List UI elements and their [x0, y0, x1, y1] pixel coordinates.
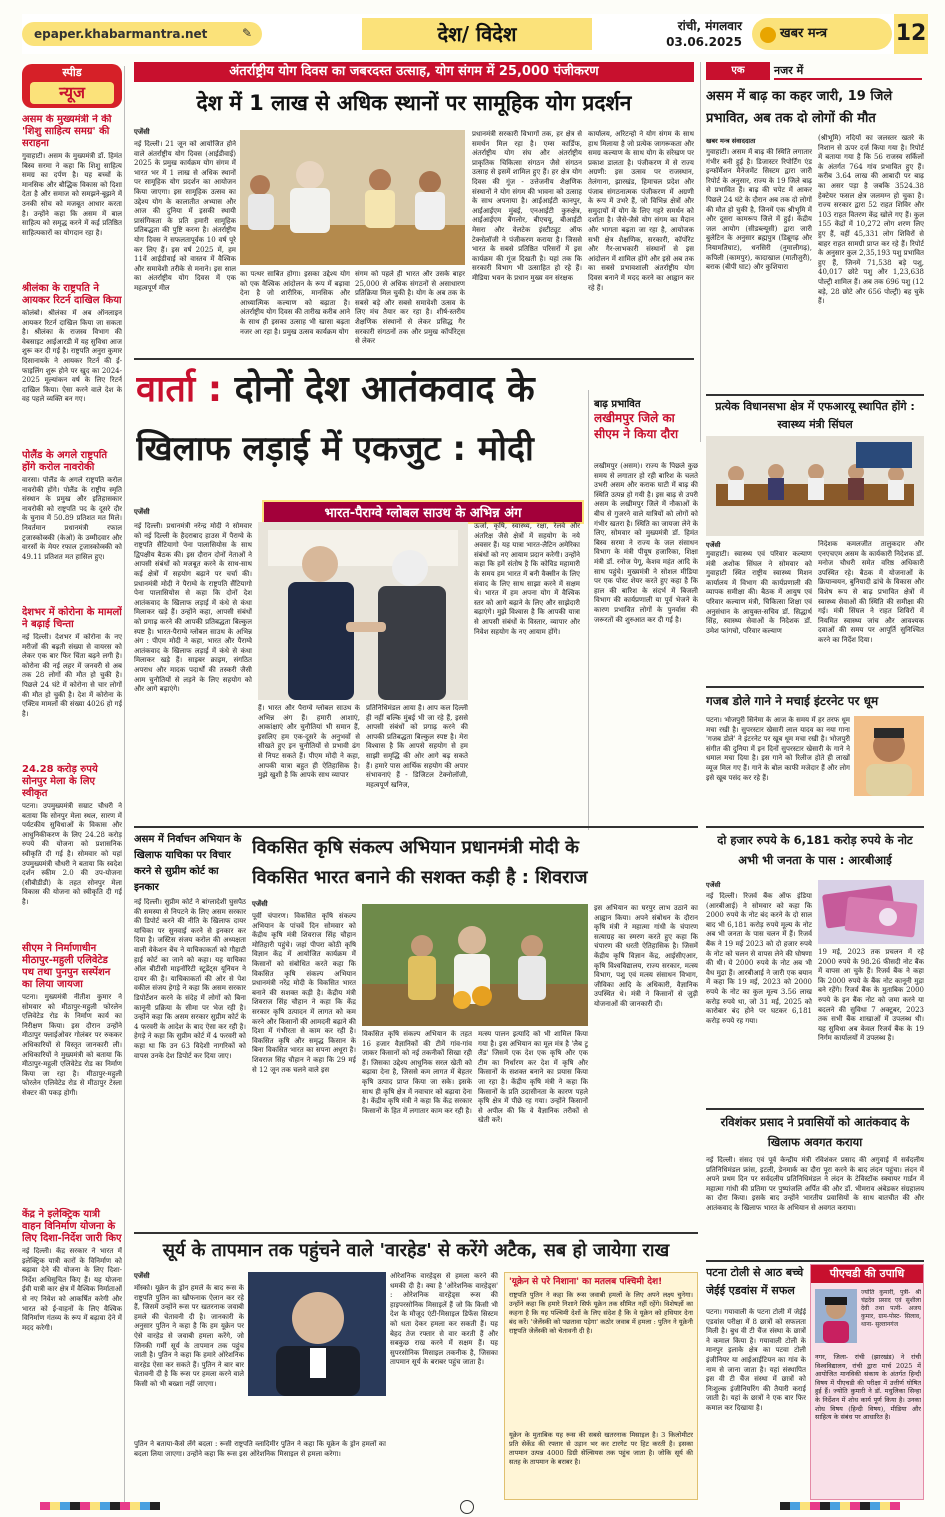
song-text: पटना। भोजपुरी सिनेमा के आज के समय में हर तरफ धूम मचा रखी है। सुपरस्टार खेसारी लाल यादव का नया गाना 'गजब डोले' ने इंटरनेट पर खूब धूम मचा रखी है। भोजपुरी संगीत की दुनिया में इन दिनों सुपरस्टार खेसारी के गाने ने धमाल मचा दिया है। इस गाने को रिलीज होते ही लाखों व्यूज मिल गए हैं। गाने के बोल काफी मजेदार हैं और लोग इसे खूब पसंद कर रहे हैं।	[706, 716, 850, 782]
news-text: वारसा। पोलैंड के अगले राष्ट्रपति करोल नावरोकी होंगे। पोलैंड के राष्ट्रीय स्मृति संस्थान के प्रमुख और इतिहासकार नावरोकी को राष्ट्रपति पद के दूसरे दौर के चुनाव में 50.89 प्रतिशत मत मिले। निवर्तमान प्रधानमंत्री रफाल ट्रजास्कोव्स्की (केओ) के उम्मीदवार और वारसॉ के मेयर रफाल ट्रजास्कोव्स्की को 49.11 प्रतिशत मत हासिल हुए।	[22, 476, 122, 561]
pdi-photo	[815, 1289, 857, 1343]
flood-agency: खबर मन्त्र संवाददाता	[706, 137, 756, 145]
city: रांची, मंगलवार	[677, 19, 742, 33]
modi-headline-l2: खिलाफ लड़ाई में एकजुट : मोदी	[136, 429, 534, 469]
news-headline: केंद्र ने इलेक्ट्रिक यात्री वाहन विनिर्माण योजना के लिए दिशा-निर्देश जारी किए	[22, 1209, 122, 1244]
shivraj-col4: इस अभियान का घरपुर लाभ उठाने का आह्वान किया। अपने संबोधन के दौरान कृषि मंत्री ने महात्मा गांधी के चंपारण सत्याग्रह का स्मरण करते हुए कहा कि चंपारण की धरती ऐतिहासिक है। जिसमें केंद्रीय कृषि विज्ञान केंद्र, आईसीएआर, कृषि विश्वविद्यालय, राज्य सरकार, मत्स्य विभाग, पशु एवं मत्स्य संसाधन विभाग, जीविका आदि के अधिकारी, वैज्ञानिक उपस्थित थे। मंत्री ने किसानों से जुड़ी योजनाओं की जानकारी दी।	[594, 904, 698, 1008]
cursor-icon: ✎	[242, 26, 253, 40]
yoga-col3: संगम को पहले ही भारत और उसके बाहर 25,000 से अधिक संगठनों से असाधारण प्रतिक्रिया मिल चुकी है। योग के अब तक के सबसे बड़े और सबसे समावेशी उत्सव के लिए मंच तैयार कर रहा है। शीर्ष-स्तरीय शैक्षणिक संस्थानों से लेकर प्रसिद्ध गैर सरकारी संगठनों तक और प्रमुख कॉर्पोरेट्स से लेकर	[355, 270, 465, 346]
flood-col2: (श्रीभूमि) नदियों का जलस्तर खतरे के निशान से ऊपर दर्ज किया गया है। रिपोर्ट में बताया गया है कि 56 राजस्व सर्किलों के अंतर्गत 764 गांव प्रभावित हुए हैं। करीब 3.64 लाख की आबादी पर बाढ़ का असर पड़ा है जबकि 3524.38 हेक्टेयर फसल क्षेत्र जलमग्न हो चुका है। राज्य सरकार द्वारा 52 राहत शिविर और 103 राहत वितरण केंद्र खोले गए हैं। कुल 155 केंद्रों में 10,272 लोग शरण लिए हुए हैं, वहीं 45,331 लोग शिविरों से बाहर राहत सामग्री प्राप्त कर रहे हैं। रिपोर्ट के अनुसार कुल 2,35,193 पशु प्रभावित हुए हैं, जिनमें 71,538 बड़े पशु, 40,017 छोटे पशु और 1,23,638 पोल्ट्री शामिल हैं। अब तक 696 पशु (12 बड़े, 28 छोटे और 656 पोल्ट्री) बह चुके हैं।	[818, 134, 924, 306]
footer-colorbar-right	[780, 1502, 900, 1510]
yoga-photo	[240, 130, 465, 265]
news-text: गुवाहाटी। असम के मुख्यमंत्री डॉ. हिमंत बिस्व सरमा ने कहा कि शिशु साहित्य समग्र का दर्पण है। यह बच्चों के मानसिक और बौद्धिक विकास को दिशा देता है और समाज को समझने-बूझने में उनकी सोच को मजबूत आधार करता है। उन्होंने कहा कि असम में बाल साहित्य को समृद्ध करने में कई प्रतिष्ठित साहित्यकारों का योगदान रहा है।	[22, 152, 122, 237]
registration-mark-icon	[460, 1500, 474, 1514]
putin-sidebox	[504, 1272, 698, 1500]
date: 03.06.2025	[666, 35, 742, 49]
putin-col3: यूक्रेन के मुताबिक यह रूस की सबसे खतरनाक मिसाइल है। 3 किलोमीटर प्रति सेकेंड की रफ्तार से उड़ान भर कर टारगेट पर हिट करती है। इसका तापमान उत्पन्न 4000 डिग्री सेल्सियस तक पहुंच जाता है। जोकि सूर्य की सतह के तापमान के बराबर है।	[509, 1431, 693, 1466]
rbi-col2: 19 मई, 2023 तक प्रचलन में रहे 2000 रुपये के 98.26 फीसदी नोट बैंक में वापस आ चुके हैं। रिजर्व बैंक ने कहा कि 2000 रुपये के बैंक नोट कानूनी मुद्रा बने रहेंगे। रिजर्व बैंक के मुताबिक 2000 रुपये के इन बैंक नोट को जमा करने या बदलने की सुविधा 7 अक्टूबर, 2023 तक सभी बैंक शाखाओं में उपलब्ध थी। यह सुविधा अब केवल रिजर्व बैंक के 19 निर्गम कार्यालयों में उपलब्ध है।	[818, 948, 924, 1043]
rbi-photo	[818, 880, 924, 944]
divider	[134, 826, 698, 828]
pdi-tag: पीएचडी की उपाधि	[811, 1265, 923, 1283]
putin-col1b: पुतिन ने बताया-कैसे लेंगे बदला : रूसी राष्ट्रपति व्लादिमीर पुतिन ने कहा कि यूक्रेन के ड्रोन हमलों का बदला लिया जाएगा। उन्होंने कहा कि रूस इस ओरेशनिक मिसाइल से हमला करेगा।	[134, 1440, 386, 1458]
sc-text: नई दिल्ली। सुप्रीम कोर्ट ने बांग्लादेशी घुसपैठ की समस्या से निपटने के लिए असम सरकार की डिपोर्ट करने की नीति के खिलाफ दायर याचिका पर सुनवाई करने से इनकार कर दिया है। जस्टिस संजय करोल की अध्यक्षता वाली वेकेशन बेंच ने याचिकाकर्ता को गौहाटी हाई कोर्ट का जाने को कहा। यह याचिका ऑल बीटीसी माइनॉरिटी स्टूडेंट्स यूनियन ने दायर की है। याचिकाकर्ता की ओर से पेश वकील संजय हेगड़े ने कहा कि असम सरकार डिपोर्टेशन करने के संदेह में लोगों को बिना कानूनी प्रक्रिया के सीमा पर भेज रही है। उन्होंने कहा कि असम सरकार सुप्रीम कोर्ट के 4 फरवरी के आदेश के बाद ऐसा कर रही है। हेगड़े ने कहा कि सुप्रीम कोर्ट में 4 फरवरी को कहा था कि उन 63 विदेशी नागरिकों को वापस उनके देश डिपोर्ट कर दिया जाए।	[134, 898, 246, 1060]
yoga-banner: अंतर्राष्ट्रीय योग दिवस का जबरदस्त उत्साह, योग संगम में 25,000 पंजीकरण	[134, 62, 694, 82]
list-item	[22, 450, 122, 601]
modi-headline-l1: दोनों देश आतंकवाद के	[234, 369, 535, 410]
list-item	[22, 283, 122, 444]
putin-agency: एजेंसी	[134, 1272, 150, 1280]
list-item	[22, 607, 122, 758]
section-title: देश/ विदेश	[362, 18, 592, 50]
putin-photo	[248, 1272, 386, 1396]
modi-kicker: वार्ता :	[136, 369, 223, 410]
pdi-box	[810, 1264, 924, 1500]
news-text: कोलंबो। श्रीलंका में अब ऑनलाइन आयकर रिटर्न दाखिल किया जा सकता है। श्रीलंका के राजस्व विभाग की वेबसाइट आईआरडी में यह सुविधा आज शुरू कर दी गई है। राष्ट्रपति अनुरा कुमार दिसानायके ने आयकर रिटर्न की ई-फाइलिंग शुरू होने पर खुद का 2024-2025 मूल्यांकन वर्ष के लिए रिटर्न दाखिल किया। ऐसा करने वाले देश के वह पहले व्यक्ति बन गए।	[22, 309, 122, 404]
fru-photo	[706, 436, 924, 536]
shivraj-agency: एजेंसी	[252, 900, 268, 908]
sc-headline: असम में निर्वाचन अभियान के खिलाफ याचिका पर विचार करने से सुप्रीम कोर्ट का इनकार	[134, 834, 242, 893]
speed-news-badge	[22, 64, 122, 108]
sidebox-title: 'यूक्रेन से परे निशाना' का मतलब पश्चिमी देश!	[509, 1277, 663, 1287]
rbi-col1: नई दिल्ली। रिजर्व बैंक ऑफ इंडिया (आरबीआई) ने सोमवार को कहा कि 2000 रुपये के नोट बंद करने के दो साल बाद भी 6,181 करोड़ रुपये मूल्य के नोट अब भी जनता के पास चलन में हैं। रिजर्व बैंक ने 19 मई 2023 को दो हजार रुपये के नोट को चलन से वापस लेने की घोषणा की थी। ये 2000 रुपये के नोट अब भी वैध मुद्रा हैं। आरबीआई ने जारी एक बयान में कहा कि 19 मई, 2023 को 2000 रुपये के नोट का कुल मूल्य 3.56 लाख करोड़ रुपये था, जो 31 मई, 2025 को कारोबार बंद होने पर घटकर 6,181 करोड़ रुपये रह गया।	[706, 892, 812, 1025]
news-headline: असम के मुख्यमंत्री ने की 'शिशु साहित्य समग्र' की सराहना	[22, 114, 112, 149]
yoga-col5: कार्यालय, अरिटन्हो ने योग संगम के साथ हाथ मिलाया है जो प्रत्येक जागरूकता और समग्र कल्याण के साथ योग के संरेखण पर प्रकाश डालता है। पंजीकरण में से राज्य अग्रणी: इस उत्सव पर राजस्थान, तेलंगाना, झारखंड, हिमाचल प्रदेश और पंजाब संगठनात्मक पंजीकरण में अग्रणी के रूप में उभरे हैं, जो विभिन्न क्षेत्रों और समुदायों में योग के लिए गहरे समर्थन को दर्शाता है। जैसे-जैसे योग संगम का मैदान और भागता बढ़ता जा रहा है, आयोजक सभी क्षेत्र शैक्षणिक, सरकारी, कॉर्पोरेट और गैर-लाभकारी संस्थानों से इस आंदोलन में शामिल होंगे और इसे अब तक का सबसे प्रभावशाली अंतर्राष्ट्रीय योग दिवस बनाने में मदद करने का आह्वान कर रहे हैं।	[588, 130, 694, 292]
divider	[134, 358, 694, 360]
news-headline: 24.28 करोड़ रुपये सोनपुर मेला के लिए स्वीकृत	[22, 764, 98, 799]
lakhimpur-kicker: बाढ़ प्रभावित	[594, 399, 641, 410]
shivraj-headline-l1: विकसित कृषि संकल्प अभियान प्रधानमंत्री मोदी के	[252, 837, 579, 858]
modi-photo	[258, 522, 468, 700]
news-headline: पोलैंड के अगले राष्ट्रपति होंगे करोल नावरोकी	[22, 450, 108, 473]
site-url[interactable]: epaper.khabarmantra.net	[22, 22, 262, 46]
list-item	[22, 764, 122, 937]
dateline	[602, 18, 742, 50]
divider	[706, 1108, 924, 1110]
sidebox-text: राष्ट्रपति पुतिन ने कहा कि रूस जवाबी हमलों के लिए अपने लक्ष्य चुनेगा। उन्होंने कहा कि हमारे निशाने सिर्फ यूक्रेन तक सीमित नहीं रहेंगे। विशेषज्ञों का कहना है कि यह पश्चिमी देशों के लिए संदेश है कि वे यूक्रेन को हथियार देना बंद करें। 'जेलेंस्की को पछतावा पड़ेगा' कठोर जवाब में हमला : पुतिन ने यूक्रेनी राष्ट्रपति जेलेंस्की को चेतावनी दी है।	[509, 1291, 693, 1335]
divider	[706, 394, 924, 396]
lakhimpur-headline: लखीमपुर जिले का सीएम ने किया दौरा	[594, 411, 679, 441]
masthead	[22, 14, 927, 54]
fru-agency: एजेंसी	[706, 541, 721, 549]
yoga-col1: नई दिल्ली। 21 जून को आयोजित होने वाले अंतर्राष्ट्रीय योग दिवस (आईडीवाई) 2025 के प्रमुख कार्यक्रम योग संगम में भारत भर में 1 लाख से अधिक स्थानों पर सामूहिक योग प्रदर्शन का आयोजन किया जाएगा। इस सामूहिक उत्सव का उद्देश्य योग के कालातीत अभ्यास और आज की दुनिया में इसकी स्थायी प्रासंगिकता के प्रति हमारी सामूहिक प्रतिबद्धता की पुष्टि करना है। अंतर्राष्ट्रीय योग दिवस ने सफलतापूर्वक 10 वर्ष पूरे कर लिए हैं। इस वर्ष 2025 में, हम 11वें आईडीवाई को वास्तव में वैश्विक और समावेशी तरीके से मनाने। इस साल का अंतर्राष्ट्रीय योग दिवस में एक महत्वपूर्ण मील	[134, 140, 236, 292]
shivraj-col1: पूर्वी चंपारण। विकसित कृषि संकल्प अभियान के पांचवें दिन सोमवार को केंद्रीय कृषि मंत्री शिवराज सिंह चौहान मोतिहारी पहुंचे। जहां पीपरा कोठी कृषि विज्ञान केंद्र में आयोजित कार्यक्रम में किसानों को संबोधित करते कहा कि विकसित कृषि संकल्प अभियान प्रधानमंत्री नरेंद्र मोदी के विकसित भारत बनाने की सशक्त कड़ी है। केंद्रीय मंत्री शिवराज सिंह चौहान ने कहा कि केंद्र सरकार कृषि उत्पादन में लागत को कम करने और किसानों की आमदनी बढ़ाने की दिशा में गंभीरता से काम कर रही है। विकसित कृषि और समृद्ध किसान के बिना विकसित भारत का सपना अधूरा है। शिवराज सिंह चौहान ने कहा कि 29 मई से 12 जून तक चलने वाले इस	[252, 912, 356, 1074]
fru-col2: निदेशक कमलजीत तालुकदार और एनएचएम असम के कार्यकारी निदेशक डॉ. मनोज चौधरी समेत वरिष्ठ अधिकारी उपस्थित रहे। बैठक में योजनाओं के क्रियान्वयन, बुनियादी ढांचे के विकास और विशेष रूप से बाढ़ प्रभावित क्षेत्रों में स्वास्थ्य सेवाओं की स्थिति की समीक्षा की गई। मंत्री सिंघल ने राहत शिविरों में नियमित स्वास्थ्य जांच और आवश्यक दवाओं की समय पर आपूर्ति सुनिश्चित करने का निर्देश दिया।	[818, 540, 924, 644]
list-item	[22, 943, 122, 1203]
fru-col1: गुवाहाटी। स्वास्थ्य एवं परिवार कल्याण मंत्री अशोक सिंघल ने सोमवार को गुवाहाटी स्थित राष्ट्रीय स्वास्थ्य मिशन कार्यालय में विभाग की कार्यप्रणाली की व्यापक समीक्षा की। बैठक में आयुष एवं परिवार कल्याण मंत्री, चिकित्सा शिक्षा एवं अनुसंधान के आयुक्त-सचिव डॉ. सिद्धार्थ सिंह, स्वास्थ्य सेवाओं के निदेशक डॉ. उमेश फांगचो, परिवार कल्याण	[706, 550, 812, 635]
divider	[706, 826, 924, 828]
speed-news-list	[22, 114, 122, 1499]
lakhimpur-text: लखीमपुर (असम)। राज्य के पिछले कुछ समय से लगातार हो रही बारिश के चलते उभरी असम और कराक घाटी में बाढ़ की स्थिति उत्पन्न हो गयी है। इस बाढ़ से उपरी असम के लखीमपुर जिले में नौकाओं के बीच से गुजरने वाले यात्रियों को लोगों को गंभीर खतरा है। स्थिति का जायजा लेने के लिए, सोमवार को मुख्यमंत्री डॉ. हिमंत बिस्व सरमा ने राज्य के जल संसाधन विभाग के मंत्री पीयूष हजारिका, शिक्षा मंत्री डॉ. रनोज पेगू, केशव महंत आदि के साथ पहुंचे। मुख्यमंत्री ने सोशल मीडिया पर एक पोस्ट शेयर करते हुए कहा है कि हाल की बारिश के संदर्भ में बिजली विभाग की कार्यप्रणाली या पूर्व भेजने के कारण प्रभावित लोगों के पुनर्वास की जरूरतों की शुरुआत कर दी गई है।	[594, 462, 698, 624]
list-item	[22, 114, 122, 277]
list-item	[22, 1209, 122, 1437]
ravi-headline: रविशंकर प्रसाद ने प्रवासियों को आतंकवाद के खिलाफ अवगत कराया	[720, 1115, 910, 1149]
shivraj-col2: विकसित कृषि संकल्प अभियान के तहत 16 हजार वैज्ञानिकों की टीमें गांव-गांव जाकर किसानों को नई तकनीकों सिखा रही हैं। जिसका उद्देश्य आधुनिक सरल खेती को बढ़ावा देना है, जिससे कम लागत में बेहतर कृषि उत्पाद प्राप्त किया जा सके। इसके साथ ही कृषि क्षेत्र में नवाचार को बढ़ावा देना है। केंद्रीय कृषि मंत्री ने कहा कि केंद्र सरकार किसानों के हित में लगातार काम कर रही है।	[362, 1030, 472, 1115]
divider	[588, 390, 589, 830]
yoga-headline: देश में 1 लाख से अधिक स्थानों पर सामूहिक योग प्रदर्शन	[196, 91, 632, 115]
song-photo	[854, 716, 924, 796]
patna-headline: पटना टोली से आठ बच्चे जेईई एडवांस में सफल	[706, 1266, 804, 1297]
song-headline: गजब डोले गाने ने मचाई इंटरनेट पर धूम	[706, 694, 879, 708]
footer-colorbar-left	[40, 1502, 160, 1510]
page-number: 12	[894, 14, 928, 54]
divider	[134, 1232, 698, 1234]
news-text: पटना। उपमुख्यमंत्री सम्राट चौधरी ने बताया कि सोनपुर मेला स्थल, सारण में पर्यटकीय सुविधाओं के विकास और आधुनिकीकरण के लिए 24.28 करोड़ रुपये की योजना को प्रशासनिक स्वीकृति दी गई है। सोमवार को यहां उपमुख्यमंत्री चौधरी ने बताया कि स्वदेश दर्शन स्कीम 2.0 की उप-योजना (सीबीडीडी) के तहत सोनपुर मेला विकास की योजना को स्वीकृति दी गई है।	[22, 802, 122, 906]
news-text: पटना। मुख्यमंत्री नीतीश कुमार ने सोमवार को मीठापुर-महुली फोरलेन एलिवेटेड रोड के निर्माण कार्य का निरीक्षण किया। इस दौरान उन्होंने मीठापुर फ्लाईओवर गोलंबर पर रुककर अधिकारियों से विस्तृत जानकारी ली। अधिकारियों ने मुख्यमंत्री को बताया कि मीठापुर-महुली एलिवेटेड रोड का निर्माण किया जा रहा है। मीठापुर-महुली फोरलेन एलिवेटेड रोड से मीठापुर टेस्ला सेक्टर की पकड़ होगी।	[22, 993, 122, 1097]
brand-logo-icon	[760, 27, 776, 43]
pdi-caption: ज्योति कुमारी, पुत्री- श्री चंद्रदेव प्रसाद एवं सुशीला देवी तथा पत्नी- अजय कुमार, ग्राम-पोस्ट- सिलाव, थाना- सुल्तानगंज	[861, 1289, 921, 1328]
divider	[706, 686, 924, 688]
putin-col1: मॉस्को। यूक्रेन के ड्रोन हमले के बाद रूस के राष्ट्रपति पुतिन का खौफनाक ऐलान कर रहे हैं, जिसमें उन्होंने रूस पर खतरनाक जवाबी हमले की चेतावनी दी है। जानकारी के अनुसार पुतिन ने कहा है कि हम यूक्रेन पर ऐसे वारहेड से जवाबी हमला करेंगे, जो जिनकी गर्मी सूर्य के तापमान तक पहुंच जाती है। पुतिन ने कहा कि हमारे ओरेशनिक वारहेड ऐसा कर सकते हैं। पुतिन ने बार बार चेतावनी दी है कि रूस पर हमला करने वाले किसी को भी बख्शा नहीं जाएगा।	[134, 1284, 244, 1388]
nazar-tag-right: नजर में	[774, 62, 922, 80]
shivraj-photo	[362, 904, 588, 1026]
modi-col1: नई दिल्ली। प्रधानमंत्री नरेन्द्र मोदी ने सोमवार को नई दिल्ली के हैदराबाद हाउस में पैराग्वे के राष्ट्रपति सैंटियागो पेना पालासियोस के साथ द्विपक्षीय बैठक की। इस दौरान दोनों नेताओं ने आपसी संबंधों को मजबूत करने के साथ-साथ कई क्षेत्रों में सहयोग बढ़ाने पर चर्चा की। प्रधानमंत्री मोदी ने पैराग्वे के राष्ट्रपति सैंटियागो पेना पालासियोस से कहा कि दोनों देश आतंकवाद के खिलाफ लड़ाई में कंधे से कंधा मिलाकर खड़े हैं। उन्होंने कहा, आपसी संबंधों को प्रगाढ़ करने की आपकी प्रतिबद्धता बिल्कुल स्पष्ट है। भारत-पैराग्वे ग्लोबल साउथ के अभिन्न अंग : पीएम मोदी ने कहा, भारत और पैराग्वे आतंकवाद के खिलाफ लड़ाई में कंधे से कंधा मिलाकर खड़े हैं। साइबर क्राइम, संगठित अपराध और मादक पदार्थों की तस्करी जैसी आम चुनौतियों से लड़ने के लिए सहयोग को और आगे बढ़ाएंगे।	[134, 522, 252, 694]
modi-agency: एजेंसी	[134, 508, 150, 516]
modi-col4: ऊर्जा, कृषि, स्वास्थ्य, रक्षा, रेलवे और अंतरिक्ष जैसे क्षेत्रों में सहयोग के नये अवसर हैं। यह यात्रा भारत-लैटिन अमेरिका संबंधों को नए आयाम प्रदान करेगी। उन्होंने कहा कि हमें संतोष है कि कोविड महामारी के समय हम भारत में बनी वैक्सीन के लिए संवाद के लिए साथ साझा करने में सक्षम थे। भारत में हम अपना योग में वैश्विक स्तर को आगे बढ़ाने के लिए और साझेदारी बढ़ाएंगे। मुझे विश्वास है कि आपकी यात्रा से आपसी संबंधों के विस्तार, व्यापार और निवेश सहयोग के नए आयाम होंगे।	[474, 522, 580, 636]
modi-col3: प्रतिनिधिमंडल आया है। आप कल दिल्ली ही नहीं बल्कि मुंबई भी जा रहे हैं, इससे आपसी संबंधों को प्रगाढ़ करने की आपकी प्रतिबद्धता बिल्कुल स्पष्ट है। मेरा विश्वास है कि आपसे सहयोग से हम साझी समृद्धि की ओर आगे बढ़ सकते हैं। हमारे पास आर्थिक सहयोग की अपार संभावनाएं हैं - डिजिटल टेक्नोलॉजी, महत्वपूर्ण खनिज,	[366, 704, 468, 789]
shivraj-col3: मत्स्य पालन इत्यादि को भी शामिल किया गया है। इस अभियान का मूल मंत्र है 'लैब टू लैंड' जिसमें एक देश एक कृषि और एक टीम का निर्धारण कर देश में कृषि और किसानों के सशक्त बनाने का प्रयास किया जा रहा है। केंद्रीय कृषि मंत्री ने कहा कि किसानों के प्रति उदासीनता के कारण पहले कृषि क्षेत्र में पीछे रह गया। उन्होंने किसानों से अपील की कि वे वैज्ञानिक तरीकों से खेती करें।	[478, 1030, 588, 1125]
brand-name: खबर मन्त्र	[752, 18, 892, 50]
news-headline: सीएम ने निर्माणाधीन मीठापुर-महुली एलिवेटेड पथ तथा पुनपुन सस्पेंशन का लिया जायजा	[22, 943, 111, 990]
pdi-text: नगर, जिला- रांची (झारखंड) ने रांची विश्वविद्यालय, रांची द्वारा मार्च 2025 में आयोजित मानविकी संकाय के अंतर्गत हिन्दी विषय में पीएचडी की परीक्षा में उत्तीर्ण घोषित हुई हैं। ज्योति कुमारी ने डॉ. मधुलिका सिन्हा के निर्देशन में शोध कार्य पूर्ण किया है। उनका शोध विषय (हिन्दी विषय), मीडिया और साहित्य के संबंध पर आधारित है।	[815, 1353, 921, 1422]
news-text: नई दिल्ली। देशभर में कोरोना के नए मरीजों की बढ़ती संख्या से वायरस को लेकर एक बार फिर चिंता बढ़ने लगी है। कोरोना की नई लहर में जनवरी से अब तक 28 लोगों की मौत हो चुकी है। पिछले 24 घंटे में कोरोना से चार लोगों की मौत हो चुकी है। देश में कोरोना के एक्टिव मामलों की संख्या 4026 हो गई है।	[22, 633, 122, 718]
divider	[706, 1260, 924, 1262]
news-headline: देशभर में कोरोना के मामलों ने बढ़ाई चिन्ता	[22, 607, 122, 630]
center-right-divider	[700, 62, 701, 442]
patna-text: पटना। गयावाली के पटना टोली में जेईई एडवांस परीक्षा में 8 छात्रों को सफलता मिली है। बुध वी टी चैंज संस्था के छात्रों ने कमाल किया है। गयावाली टोली के मानपुर इलाके क्षेत्र का पटवा टोली इंजीनियर या आईआईटियन का गांव के नाम से जाना जाता है। यहां संस्थापित इस वी टी चैंज संस्था में छात्रों को निःशुल्क इंजीनियरिंग की तैयारी कराई जाती है। यहां के छात्रों ने एक बार फिर कमाल कर दिखाया है।	[706, 1308, 806, 1412]
yoga-col2: का पत्थर साबित होगा। इसका उद्देश्य योग को एक वैश्विक आंदोलन के रूप में बढ़ावा देना है जो शारीरिक, मानसिक और आध्यात्मिक कल्याण को बढ़ाता है। अंतर्राष्ट्रीय योग दिवस की तारीख करीब आने के साथ ही इसका उत्साह भी खासा बढ़ता नजर आ रहा है। प्रमुख उत्सव कार्यक्रम योग	[240, 270, 350, 336]
ravi-text: नई दिल्ली। संसद एवं पूर्व केन्द्रीय मंत्री रविशंकर प्रसाद की अगुवाई में सर्वदलीय प्रतिनिधिमंडल फ्रांस, इटली, डेनमार्क का दौरा पूरा करने के बाद लंदन पहुंचा। लंदन में अपने प्रथम दिन पर सर्वदलीय प्रतिनिधिमंडल ने लंदन के टेविस्टॉक स्क्वायर गार्डन में महात्मा गांधी की प्रतिमा पर पुष्पांजलि अर्पित की और डॉ. भीमराव अंबेडकर संग्रहालय का दौरा किया। इसके बाद उन्होंने भारतीय प्रवासियों के साथ बातचीत की और आतंकवाद के खिलाफ भारत के अभियान से अवगत कराया।	[706, 1156, 924, 1212]
modi-headline-line1	[136, 362, 586, 418]
modi-subhead: भारत-पैराग्वे ग्लोबल साउथ के अभिन्न अंग	[262, 500, 584, 524]
yoga-agency: एजेंसी	[134, 128, 150, 136]
putin-headline: सूर्य के तापमान तक पहुंचने वाले 'वारहेड' से करेंगे अटैक, सब हो जायेगा राख	[162, 1240, 670, 1261]
rbi-headline: दो हजार रुपये के 6,181 करोड़ रुपये के नोट अभी भी जनता के पास : आरबीआई	[717, 833, 913, 867]
rbi-agency: एजेंसी	[706, 881, 721, 889]
shivraj-headline-l2: विकसित भारत बनाने की सशक्त कड़ी है : शिवराज	[252, 867, 588, 888]
news-text: नई दिल्ली। केंद्र सरकार ने भारत में इलेक्ट्रिक यात्री कारों के विनिर्माण को बढ़ावा देने की योजना के लिए दिशा-निर्देश अधिसूचित किए हैं। यह योजना ईवी यात्री कार क्षेत्र में वैश्विक निर्माताओं से नए निवेश को आकर्षित करेगी और भारत को ई-वाहनों के लिए वैश्विक विनिर्माण गंतव्य के रूप में बढ़ावा देने में मदद करेगी।	[22, 1247, 122, 1332]
left-column-divider	[124, 66, 130, 1506]
putin-col2: ओरेशनिक वारहेड्स से हमला करने की धमकी दी है। क्या है 'ओरेशनिक वारहेड्स' : ओरेशनिक वारहेड्स रूस की हाइपरसोनिक मिसाइलें हैं जो कि किसी भी देश के मौजूद एंटी-मिसाइल डिफेंस सिस्टम को धता देकर हमला कर सकती हैं। यह बेहद तेज रफ्तार से वार करती हैं और सबकुछ राख करने में सक्षम हैं। यह सुपरसोनिक मिसाइल तकनीक है, जिसका तापमान सूर्य के बराबर पहुंच जाता है।	[390, 1272, 498, 1367]
news-headline: श्रीलंका के राष्ट्रपति ने आयकर रिटर्न दाखिल किया	[22, 283, 122, 306]
nazar-tag-left: एक	[706, 62, 770, 80]
fru-headline: प्रत्येक विधानसभा क्षेत्र में एफआरयू स्थापित होंगे : स्वास्थ्य मंत्री सिंघल	[715, 400, 915, 431]
modi-col2: हैं। भारत और पैराग्वे ग्लोबल साउथ के अभिन्न अंग हैं। हमारी आशाएं, आकांक्षाएं और चुनौतियां भी समान हैं, इसलिए हम एक-दूसरे के अनुभवों से सीखते हुए इन चुनौतियों से प्रभावी ढंग से निपट सकते हैं। पीएम मोदी ने कहा, आपकी यात्रा बहुत ही ऐतिहासिक है। मुझे खुशी है कि आपके साथ व्यापार	[258, 704, 360, 780]
flood-headline: असम में बाढ़ का कहर जारी, 19 जिले प्रभावित, अब तक दो लोगों की मौत	[706, 89, 893, 126]
badge-top: स्पीड	[62, 66, 82, 79]
yoga-col4: प्रधानमंत्री सरकारी विभागों तक, हर क्षेत्र से समर्थन मिल रहा है। एम्स कार्डिफ, अंतर्राष्ट्रीय योग संघ और अंतर्राष्ट्रीय प्राकृतिक चिकित्सा संगठन जैसे संगठन उत्साह से इसमें शामिल हुए हैं। हर क्षेत्र योग दिवस की गूंज - उत्तेजनीय शैक्षणिक संस्थानों ने योग संगम की भावना को उत्साह के साथ अपनाया है। आईआईटी कानपुर, आईआईएम मुंबई, एनआईटी कुरुक्षेत्र, आईआईएम बैंगलोर, बीएचयू, बीआईटी मेसरा और वेलटेक इंस्टीट्यूट ऑफ टेक्नोलॉजी ने पंजीकरण कराया है। जिससे भारत के सबसे प्रतिष्ठित परिसरों में इस कार्यक्रम की गूंज दिखती है। यहां तक कि सरकारी विभाग भी उत्साहित हो रहे हैं। मीडिया भवन के प्रधान मुख्य वन संरक्षक	[472, 130, 582, 282]
badge-bottom: न्यूज	[30, 82, 114, 104]
flood-col1: गुवाहाटी। असम में बाढ़ की स्थिति लगातार गंभीर बनी हुई है। डिजास्टर रिपोर्टिंग एंड इन्फॉर्मेशन मैनेजमेंट सिस्टम द्वारा जारी रिपोर्ट के अनुसार, राज्य के 19 जिले बाढ़ से प्रभावित हैं। बाढ़ की चपेट में आकर पिछले 24 घंटे के दौरान अब तक दो लोगों की मौत हो चुकी है, जिनमें एक श्रीभूमि में और दूसरा कामरूप जिले में हुई। केंद्रीय जल आयोग (सीडब्ल्यूसी) द्वारा जारी बुलेटिन के अनुसार ब्रह्मपुत्र (डिब्रूगढ़ और नियामतिघाट), धनसिरी (नुमालीगढ़), कपिली (कामपुर), कादाखाल (मातीजुरी), बराक (बीपी घाट) और कुशियारा	[706, 148, 812, 272]
